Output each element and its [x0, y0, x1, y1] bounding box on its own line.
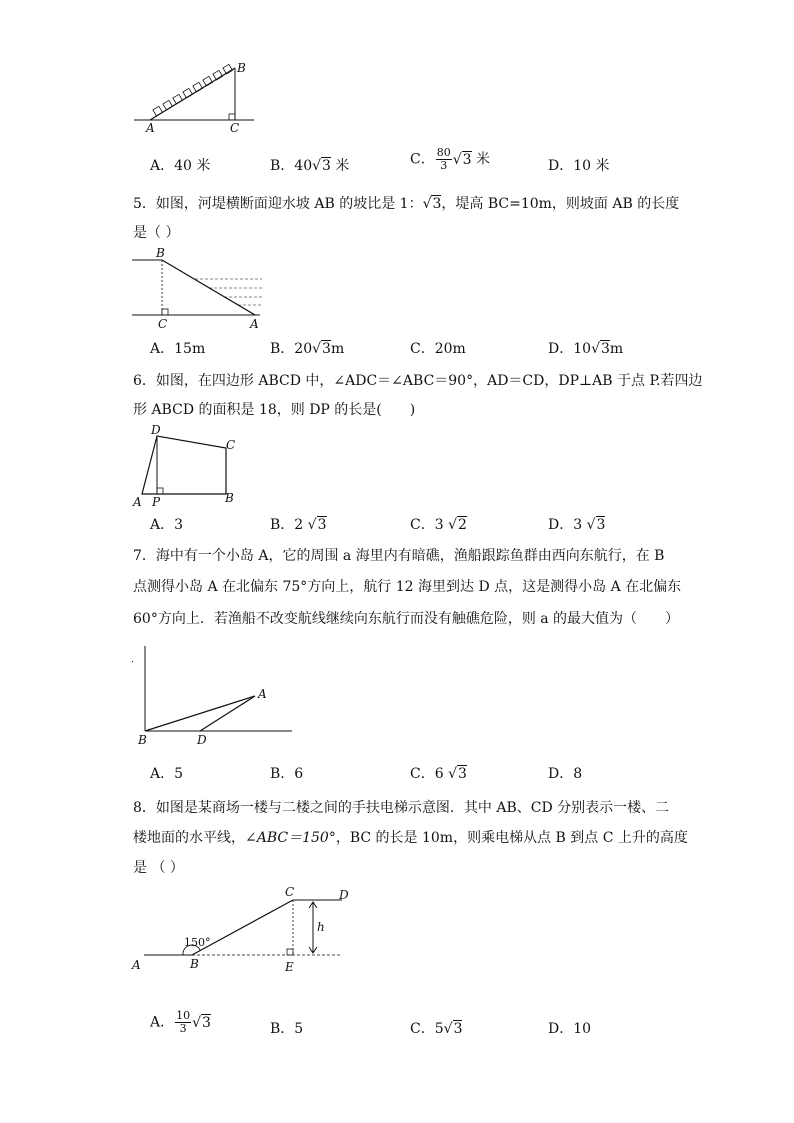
sqrt-symbol: √3	[192, 1014, 211, 1031]
q5-question-line1: 5．如图，河堤横断面迎水坡 AB 的坡比是 1：√3，堤高 BC=10m，则坡面 AB 的长度	[133, 196, 680, 212]
q8-label-b: B	[190, 957, 199, 971]
sqrt-symbol: √3	[443, 1021, 463, 1037]
q5-label-c: C	[158, 317, 168, 331]
q7-option-a[interactable]: A．5	[150, 766, 184, 782]
sqrt-symbol: √3	[448, 766, 467, 782]
q8-label-d: D	[339, 888, 349, 902]
q8-label-c: C	[285, 885, 295, 899]
q8-label-a: A	[132, 958, 141, 972]
q6-option-a[interactable]: A．3	[150, 517, 184, 533]
q4-label-b: B	[237, 61, 246, 75]
q8-option-a[interactable]: A． $\frac{10}{3}$ √3	[150, 1009, 211, 1035]
q7-figure	[130, 640, 305, 750]
q6-option-b[interactable]: B．2 √3	[270, 517, 327, 533]
q7-label-a: A	[258, 687, 267, 701]
q4-label-c: C	[230, 121, 240, 135]
sqrt-symbol: √3	[307, 517, 327, 533]
q6-question-line1: 6．如图，在四边形 ABCD 中，∠ADC＝∠ABC＝90°，AD＝CD，DP⊥AB 于点 P.若四边	[133, 373, 703, 389]
q8-option-c[interactable]: C．5√3	[410, 1021, 463, 1037]
sqrt-symbol: √3	[312, 341, 331, 357]
q6-question-line2: 形 ABCD 的面积是 18，则 DP 的长是( )	[133, 402, 416, 418]
q7-label-d: D	[197, 733, 207, 747]
q5-label-a: A	[250, 317, 259, 331]
sqrt-symbol: √3	[452, 151, 472, 168]
q8-figure	[130, 884, 360, 976]
q7-option-b[interactable]: B．6	[270, 766, 304, 782]
q8-angle-label: 150°	[184, 936, 211, 949]
q4-option-c[interactable]: C． $\frac{80}{3}$ √3 米	[410, 146, 491, 172]
q5-option-a[interactable]: A．15m	[150, 341, 206, 357]
q6-option-c[interactable]: C．3 √2	[410, 517, 467, 533]
fraction: $\frac{10}{3}$	[176, 1009, 191, 1035]
q6-label-c: C	[226, 438, 236, 452]
q5-label-b: B	[156, 246, 165, 260]
q8-option-d[interactable]: D．10	[548, 1021, 592, 1037]
q6-label-d: D	[151, 423, 161, 437]
q7-question-line3: 60°方向上．若渔船不改变航线继续向东航行而没有触礁危险，则 a 的最大值为（ ）	[133, 611, 680, 627]
q6-option-d[interactable]: D．3 √3	[548, 517, 606, 533]
q8-question-line3: 是 （ ）	[133, 860, 184, 876]
q8-question-line1: 8．如图是某商场一楼与二楼之间的手扶电梯示意图．其中 AB、CD 分别表示一楼、二	[133, 800, 670, 816]
q8-label-h: h	[317, 920, 325, 934]
q6-label-b: B	[225, 491, 234, 505]
q5-figure	[130, 248, 270, 334]
q7-question-line2: 点测得小岛 A 在北偏东 75°方向上，航行 12 海里到达 D 点，这是测得小岛 A 在北偏东	[133, 579, 682, 595]
q4-option-d[interactable]: D．10 米	[548, 158, 610, 174]
q8-label-e: E	[285, 960, 294, 974]
q5-option-c[interactable]: C．20m	[410, 341, 466, 357]
q5-question-line2: 是（ ）	[133, 225, 180, 241]
q4-label-a: A	[146, 121, 155, 135]
sqrt-symbol: √3	[591, 341, 610, 357]
q4-figure	[130, 58, 260, 138]
q8-option-b[interactable]: B．5	[270, 1021, 304, 1037]
sqrt-symbol: √3	[312, 158, 331, 174]
q7-label-b: B	[138, 733, 147, 747]
q7-question-line1: 7．海中有一个小岛 A，它的周围 a 海里内有暗礁，渔船跟踪鱼群由西向东航行，在 B	[133, 548, 665, 564]
fraction: $\frac{80}{3}$	[436, 146, 451, 172]
q7-option-d[interactable]: D．8	[548, 766, 583, 782]
sqrt-symbol: √3	[586, 517, 606, 533]
sqrt-symbol: √2	[448, 517, 467, 533]
q8-question-line2: 楼地面的水平线，∠ABC＝150°，BC 的长是 10m，则乘电梯从点 B 到点 C 上升的高度	[133, 830, 688, 846]
q6-label-a: A	[133, 495, 142, 509]
q4-option-a[interactable]: A．40 米	[150, 158, 211, 174]
q7-option-c[interactable]: C．6 √3	[410, 766, 467, 782]
q4-option-b[interactable]: B．40√3 米	[270, 158, 350, 174]
q6-figure	[130, 422, 250, 512]
q5-option-d[interactable]: D．10√3m	[548, 341, 624, 357]
q5-option-b[interactable]: B．20√3m	[270, 341, 345, 357]
q6-label-p: P	[152, 495, 161, 509]
sqrt-symbol: √3	[422, 196, 442, 212]
